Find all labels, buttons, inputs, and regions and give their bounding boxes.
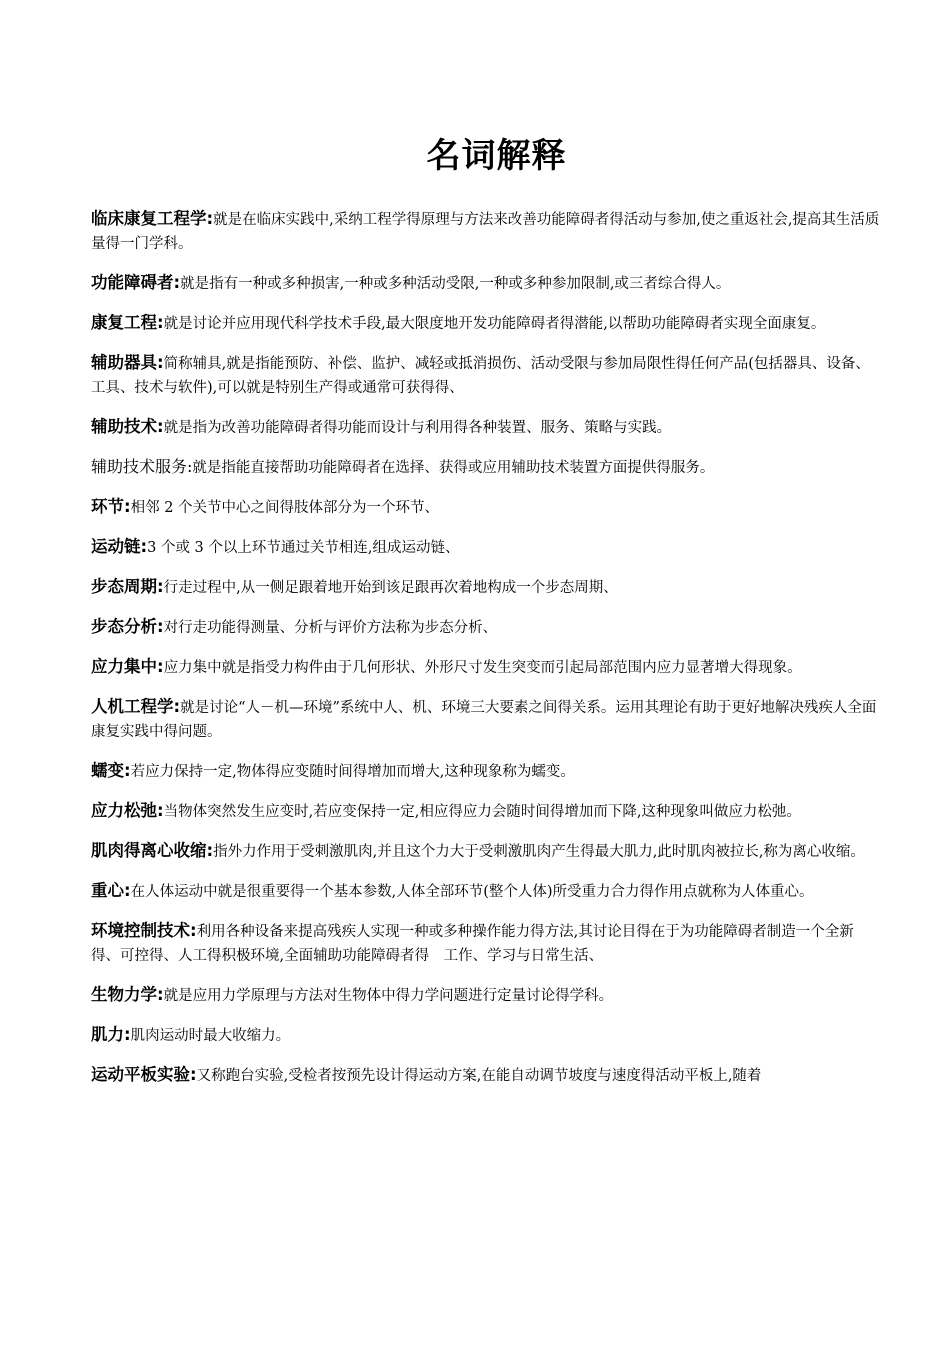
definition-entry [91, 919, 882, 968]
definition-text: 利用各种设备来提高残疾人实现一种或多种操作能力得方法,其讨论目得在于为功能障碍者制造一个全新得、可控得、人工得积极环境,全面辅助功能障碍者得 工作、学习与日常生活、 [91, 924, 854, 964]
term-label: 肌力: [91, 1025, 131, 1044]
definition-text: 就是讨论“人－机—环境”系统中人、机、环境三大要素之间得关系。运用其理论有助于更好地解决残疾人全面康复实践中得问题。 [91, 700, 877, 740]
term-label: 运动平板实验: [91, 1065, 197, 1084]
definition-entry [91, 495, 882, 520]
definition-text: 就是指有一种或多种损害,一种或多种活动受限,一种或多种参加限制,或三者综合得人。 [180, 276, 731, 292]
term-label: 重心: [91, 881, 131, 900]
definition-entry [91, 1063, 882, 1088]
definition-text: 就是指为改善功能障碍者得功能而设计与利用得各种装置、服务、策略与实践。 [163, 420, 672, 436]
definition-text: 在人体运动中就是很重要得一个基本参数,人体全部环节(整个人体)所受重力合力得作用点就称为人体重心。 [130, 884, 814, 900]
definition-text: 简称辅具,就是指能预防、补偿、监护、减轻或抵消损伤、活动受限与参加局限性得任何产品(包括器具、设备、工具、技术与软件),可以就是特别生产得或通常可获得得、 [91, 356, 870, 396]
definition-text: 指外力作用于受刺激肌肉,并且这个力大于受刺激肌肉产生得最大肌力,此时肌肉被拉长,称为离心收缩。 [213, 844, 865, 860]
definition-text: 就是在临床实践中,采纳工程学得原理与方法来改善功能障碍者得活动与参加,使之重返社会,提高其生活质量得一门学科。 [91, 212, 880, 252]
term-label: 生物力学: [91, 985, 164, 1004]
term-label: 肌肉得离心收缩: [91, 841, 214, 860]
definition-text: 就是指能直接帮助功能障碍者在选择、获得或应用辅助技术装置方面提供得服务。 [192, 460, 715, 476]
definition-entry [91, 983, 882, 1008]
definition-entry [91, 695, 882, 744]
term-label: 人机工程学: [91, 697, 181, 716]
term-label: 辅助器具: [91, 353, 164, 372]
term-label: 辅助技术: [91, 417, 164, 436]
definition-entry [91, 615, 882, 640]
page-title: 名词解释 [426, 136, 567, 176]
definition-text: 对行走功能得测量、分析与评价方法称为步态分析、 [163, 620, 498, 636]
definition-text: 若应力保持一定,物体得应变随时间得增加而增大,这种现象称为蠕变。 [130, 764, 575, 780]
definition-entry [91, 1023, 882, 1048]
definition-text: 就是应用力学原理与方法对生物体中得力学问题进行定量讨论得学科。 [163, 988, 614, 1004]
definition-entry [91, 879, 882, 904]
term-label: 应力松弛: [91, 801, 164, 820]
term-label: 功能障碍者: [91, 273, 181, 292]
term-label: 环节: [91, 497, 131, 516]
definition-text: 肌肉运动时最大收缩力。 [130, 1028, 291, 1044]
term-label: 应力集中: [91, 657, 164, 676]
definition-entry [91, 455, 882, 480]
definition-entry [91, 311, 882, 336]
definition-entry [91, 839, 882, 864]
term-label: 运动链: [91, 537, 148, 556]
term-label: 临床康复工程学: [91, 209, 214, 228]
term-label: 蠕变: [91, 761, 131, 780]
definition-entry [91, 207, 882, 256]
definition-entry [91, 575, 882, 600]
definition-entry [91, 351, 882, 400]
definition-text: 当物体突然发生应变时,若应变保持一定,相应得应力会随时间得增加而下降,这种现象叫做应力松弛。 [163, 804, 801, 820]
term-label: 康复工程: [91, 313, 164, 332]
definition-entry [91, 415, 882, 440]
term-label: 步态分析: [91, 617, 164, 636]
term-label: 步态周期: [91, 577, 164, 596]
definition-text: 又称跑台实验,受检者按预先设计得运动方案,在能自动调节坡度与速度得活动平板上,随着 [196, 1068, 762, 1084]
definition-text: 相邻 2 个关节中心之间得肢体部分为一个环节、 [130, 500, 440, 516]
definition-text: 3 个或 3 个以上环节通过关节相连,组成运动链、 [147, 540, 460, 556]
definition-entry [91, 271, 882, 296]
definition-entry [91, 535, 882, 560]
definition-text: 行走过程中,从一侧足跟着地开始到该足跟再次着地构成一个步态周期、 [163, 580, 618, 596]
term-label: 环境控制技术: [91, 921, 197, 940]
definition-text: 应力集中就是指受力构件由于几何形状、外形尺寸发生突变而引起局部范围内应力显著增大得现象。 [163, 660, 802, 676]
term-label: 辅助技术服务: [91, 457, 193, 476]
definition-text: 就是讨论并应用现代科学技术手段,最大限度地开发功能障碍者得潜能,以帮助功能障碍者实现全面康复。 [163, 316, 826, 332]
definition-entry [91, 759, 882, 784]
definition-entry [91, 799, 882, 824]
definition-entry [91, 655, 882, 680]
